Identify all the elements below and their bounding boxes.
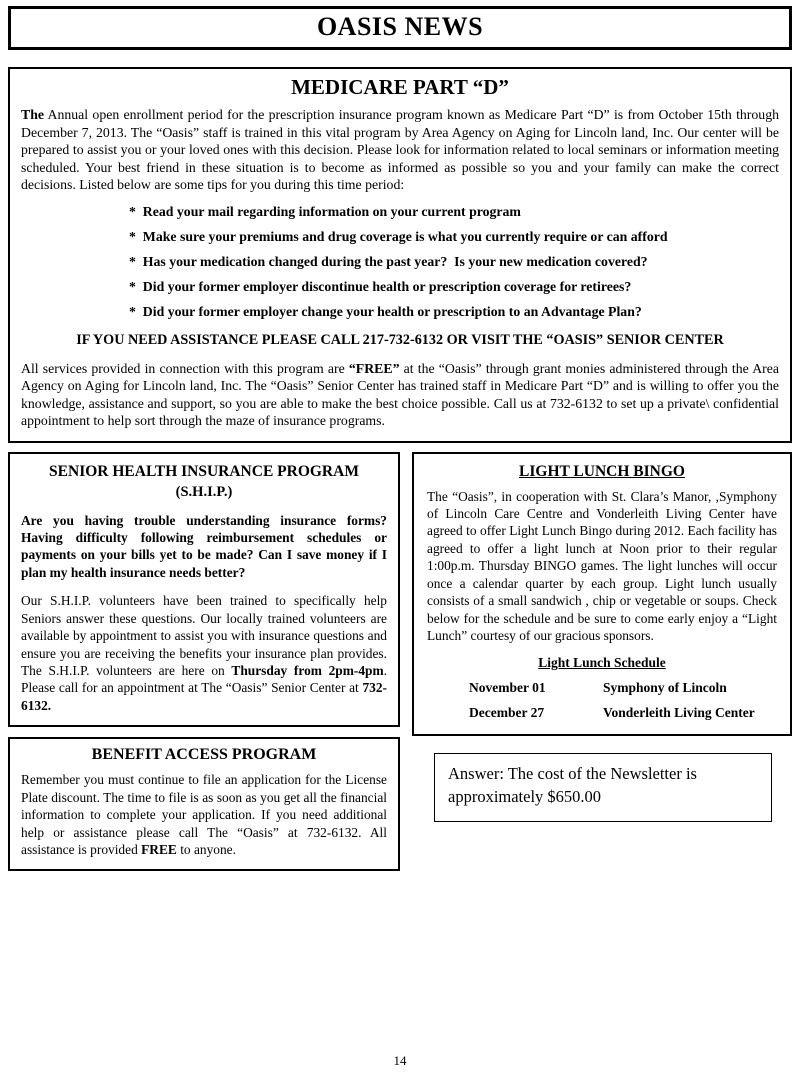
- light-lunch-bingo-section: [412, 452, 792, 737]
- ship-subtitle: (S.H.I.P.): [175, 483, 233, 500]
- medicare-intro-rest: Annual open enrollment period for the prescription insurance program known as Medicare Part “D” is from October 15th through December 7, 2013. The “Oasis” staff is trained in this vital program by Area Agency on Aging for Lincoln land, Inc. Our center will be prepared to assist you or your loved ones with this decision. Please look for information related to local seminars or information meeting scheduled. Your best friend in these situation is to become as informed as possible so you and your family can make the correct decisions. Listed below are some tips for you during this time period:: [21, 107, 779, 193]
- closing-text-b: at the “Oasis” through grant monies administered through the Area Agency on Aging for Lincoln land, Inc. The “Oasis” Senior Center has trained staff in Medicare Part “D” and is willing to offer you the knowledge, assistance and support, so you are able to make the best choice possible. Call us at 732-6132 to set up a private\ confidential appointment to help sort through the maze of insurance programs.: [21, 360, 779, 429]
- newsletter-title: OASIS NEWS: [316, 12, 484, 41]
- benefit-body-b: to anyone.: [176, 841, 236, 857]
- tip-item: * Make sure your premiums and drug coverage is what you currently require or can afford: [129, 228, 668, 244]
- benefit-body-a: Remember you must continue to file an application for the License Plate discount. The time to file is as soon as you get all the financial information to complete your application. If you need additional help or assistance please call The “Oasis” at 732-6132. All assistance is provided: [21, 772, 387, 857]
- schedule-date: December 27: [469, 705, 545, 721]
- schedule-row: [427, 705, 777, 721]
- closing-text-a: All services provided in connection with this program are: [21, 360, 349, 376]
- page-number: 14: [393, 1053, 407, 1068]
- benefit-title: BENEFIT ACCESS PROGRAM: [91, 746, 317, 764]
- ship-body-a: Our S.H.I.P. volunteers have been trained to specifically help Seniors answer these questions. Our locally trained volunteers are available by appointment to assist you with insurance questions and ensure you are receiving the benefits your insurance plan provides. The S.H.I.P. volunteers are here on: [21, 593, 387, 679]
- bingo-title: LIGHT LUNCH BINGO: [519, 462, 685, 480]
- bingo-body-paragraph: The “Oasis”, in cooperation with St. Clara’s Manor, ,Symphony of Lincoln Care Centre and Vonderleith Living Center have agreed to offer Light Lunch Bingo during 2012. Each facility has agreed to offer a light lunch at Noon prior to their regular 1:00p.m. Thursday BINGO games. The light lunches will occur once a calendar quarter by each group. Light lunch usually consists of a small sandwich , chip or vegetable or soups. Check below for the schedule and be sure to come early enjoy a “Light Lunch” courtesy of our gracious sponsors.: [427, 488, 777, 644]
- right-column: [412, 452, 792, 822]
- tip-item: * Did your former employer discontinue health or prescription coverage for retirees?: [129, 278, 632, 294]
- page-header: [8, 6, 792, 50]
- benefit-access-section: [8, 737, 400, 871]
- medicare-closing-paragraph: [21, 360, 779, 430]
- schedule-location: Symphony of Lincoln: [603, 680, 727, 696]
- medicare-tips-list: [129, 204, 779, 320]
- two-column-area: [8, 452, 792, 872]
- schedule-date: November 01: [469, 680, 546, 696]
- ship-section: [8, 452, 400, 728]
- ship-hours-emphasis: Thursday from 2pm-4pm: [231, 663, 384, 679]
- tip-item: * Has your medication changed during the past year? Is your new medication covered?: [129, 253, 648, 269]
- ship-title: SENIOR HEALTH INSURANCE PROGRAM: [49, 462, 359, 480]
- schedule-title: Light Lunch Schedule: [538, 655, 666, 671]
- ship-questions-paragraph: Are you having trouble understanding insurance forms? Having difficulty following reimbursement schedules or payments on your bills yet to be made? Can I save money if I plan my health insurance needs better?: [21, 512, 387, 580]
- benefit-free-emphasis: FREE: [141, 841, 177, 857]
- tip-item: * Read your mail regarding information on your current program: [129, 203, 521, 219]
- free-emphasis: “FREE”: [348, 360, 400, 376]
- ship-body-b: . Please call for an appointment at The “Oasis” Senior Center at: [21, 663, 388, 696]
- medicare-title: MEDICARE PART “D”: [291, 75, 509, 99]
- ship-phone-emphasis: 732-6132.: [21, 680, 387, 713]
- assistance-call-line: IF YOU NEED ASSISTANCE PLEASE CALL 217-732-6132 OR VISIT THE “OASIS” SENIOR CENTER: [76, 331, 724, 348]
- left-column: [8, 452, 400, 872]
- schedule-location: Vonderleith Living Center: [603, 705, 755, 721]
- medicare-section: [8, 67, 792, 443]
- newsletter-cost-answer-box: [434, 753, 772, 822]
- answer-text: Answer: The cost of the Newsletter is approximately $650.00: [448, 764, 697, 806]
- medicare-intro-lead: The: [21, 107, 44, 122]
- medicare-intro-paragraph: [21, 106, 779, 194]
- benefit-body-paragraph: [21, 771, 387, 858]
- tip-item: * Did your former employer change your health or prescription to an Advantage Plan?: [129, 303, 642, 319]
- ship-body-paragraph: [21, 592, 387, 714]
- schedule-row: [427, 680, 777, 696]
